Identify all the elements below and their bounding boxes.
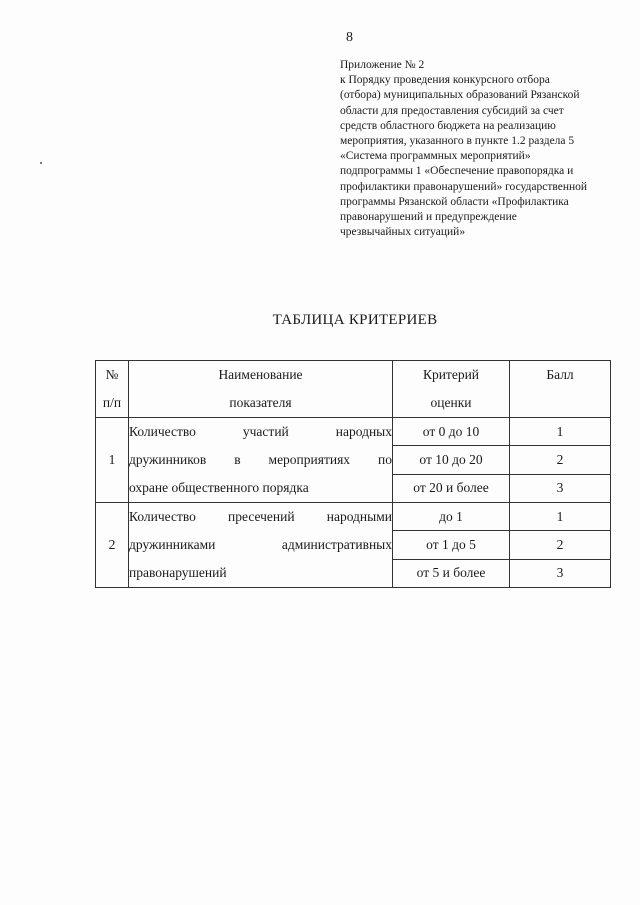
row-score: 2 [510,531,611,559]
row-range: до 1 [393,503,510,531]
appendix-line: (отбора) муниципальных образований Рязанской [340,89,580,102]
appendix-heading [340,58,610,240]
row-score: 1 [510,503,611,531]
row-range: от 1 до 5 [393,531,510,559]
header-score: Балл [510,361,611,418]
row-score: 1 [510,418,611,446]
row-score: 3 [510,559,611,587]
appendix-line: мероприятия, указанного в пункте 1.2 раздела 5 [340,135,575,148]
table-row [96,418,611,446]
scan-speck [40,162,42,164]
appendix-line: области для предоставления субсидий за счет [340,104,564,117]
table-header-row [96,361,611,418]
row-score: 2 [510,446,611,474]
row-name: Количество пресечений народными дружинниками административных правонарушений [129,503,393,588]
table-title: ТАБЛИЦА КРИТЕРИЕВ [272,312,438,328]
appendix-line: к Порядку проведения конкурсного отбора [340,74,550,87]
appendix-line: чрезвычайных ситуаций» [340,226,466,239]
header-num: № п/п [96,361,129,418]
row-range: от 0 до 10 [393,418,510,446]
row-range: от 5 и более [393,559,510,587]
table-row [96,503,611,531]
header-name: Наименование показателя [129,361,393,418]
criteria-table [95,360,611,588]
page-number: 8 [346,30,353,45]
row-range: от 10 до 20 [393,446,510,474]
row-num: 1 [96,418,129,503]
appendix-line: Приложение № 2 [340,59,425,71]
appendix-line: «Система программных мероприятий» [340,150,531,163]
row-num: 2 [96,503,129,588]
header-criterion: Критерий оценки [393,361,510,418]
appendix-line: подпрограммы 1 «Обеспечение правопорядка и [340,165,574,178]
row-score: 3 [510,474,611,502]
row-name: Количество участий народных дружинников в мероприятиях по охране общественного порядка [129,418,393,503]
appendix-line: программы Рязанской области «Профилактика [340,195,569,208]
appendix-line: средств областного бюджета на реализацию [340,119,556,132]
appendix-line: правонарушений и предупреждение [340,211,517,224]
row-range: от 20 и более [393,474,510,502]
appendix-line: профилактики правонарушений» государственной [340,180,588,193]
